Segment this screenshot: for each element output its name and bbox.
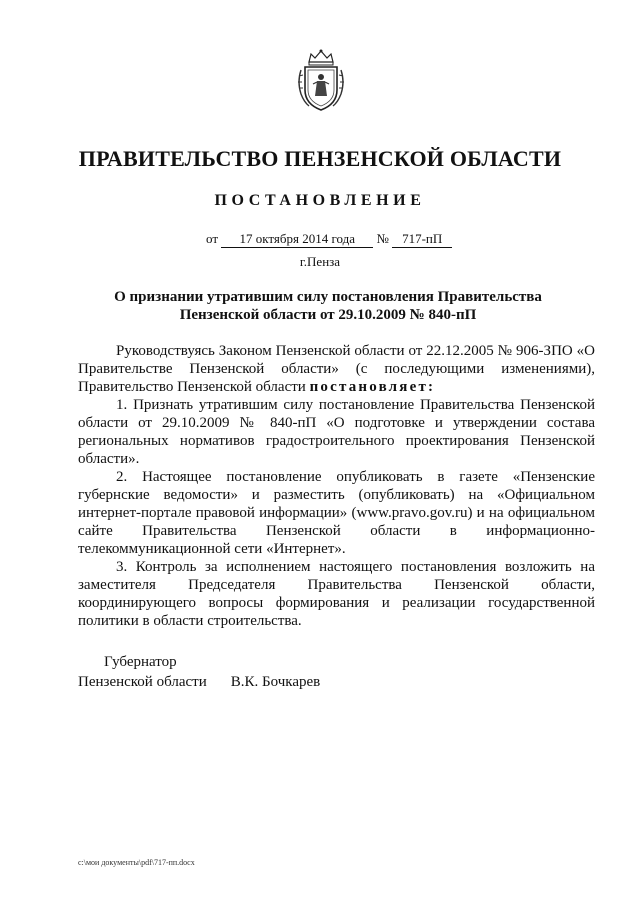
document-subject: О признании утратившим силу постановления Правительства Пензенской области от 29.10.2009 № 840-пП bbox=[114, 289, 542, 323]
number-prefix: № bbox=[376, 231, 389, 246]
signature-block bbox=[78, 652, 320, 692]
signature-position-line1: Губернатор bbox=[104, 654, 177, 670]
preamble-text: Руководствуясь Законом Пензенской области от 22.12.2005 № 906-ЗПО «О Правительстве Пензенской области» (с последующими изменениями), Правительство Пензенской области bbox=[78, 343, 595, 395]
item-paragraph-1: 1. Признать утратившим силу постановление Правительства Пензенской области от 29.10.2009 № 840-пП «О подготовке и утверждении состава региональных нормативов градостроительного проектирования Пензенской области». bbox=[78, 397, 595, 467]
coat-of-arms-emblem bbox=[295, 48, 347, 114]
signature-line2 bbox=[78, 672, 320, 692]
decree-word: постановляет: bbox=[309, 379, 436, 395]
document-date: 17 октября 2014 года bbox=[221, 231, 373, 248]
file-path-footer: c:\мои документы\pdf\717-пп.docx bbox=[78, 858, 195, 867]
date-prefix: от bbox=[206, 231, 219, 246]
date-number-line bbox=[206, 231, 452, 248]
signatory-name: В.К. Бочкарев bbox=[230, 674, 321, 690]
item-paragraph-3: 3. Контроль за исполнением настоящего постановления возложить на заместителя Председателя Правительства Пензенской области, координирующего вопросы формирования и реализации государственной политики в области строительства. bbox=[78, 559, 595, 629]
issuer-title: ПРАВИТЕЛЬСТВО ПЕНЗЕНСКОЙ ОБЛАСТИ bbox=[78, 146, 562, 171]
city: г.Пенза bbox=[299, 254, 341, 269]
document-type-heading: ПОСТАНОВЛЕНИЕ bbox=[214, 192, 426, 209]
signature-position-line2: Пензенской области bbox=[78, 674, 207, 690]
item-paragraph-2: 2. Настоящее постановление опубликовать в газете «Пензенские губернские ведомости» и разместить (опубликовать) на «Официальном интернет-портале правовой информации» (www.pravo.gov.ru) и на официальном сайте Правительства Пензенской области в информационно-телекоммуникационной сети «Интернет». bbox=[78, 469, 595, 557]
preamble-paragraph bbox=[78, 342, 595, 396]
document-number: 717-пП bbox=[392, 231, 452, 248]
document-body bbox=[78, 342, 595, 630]
